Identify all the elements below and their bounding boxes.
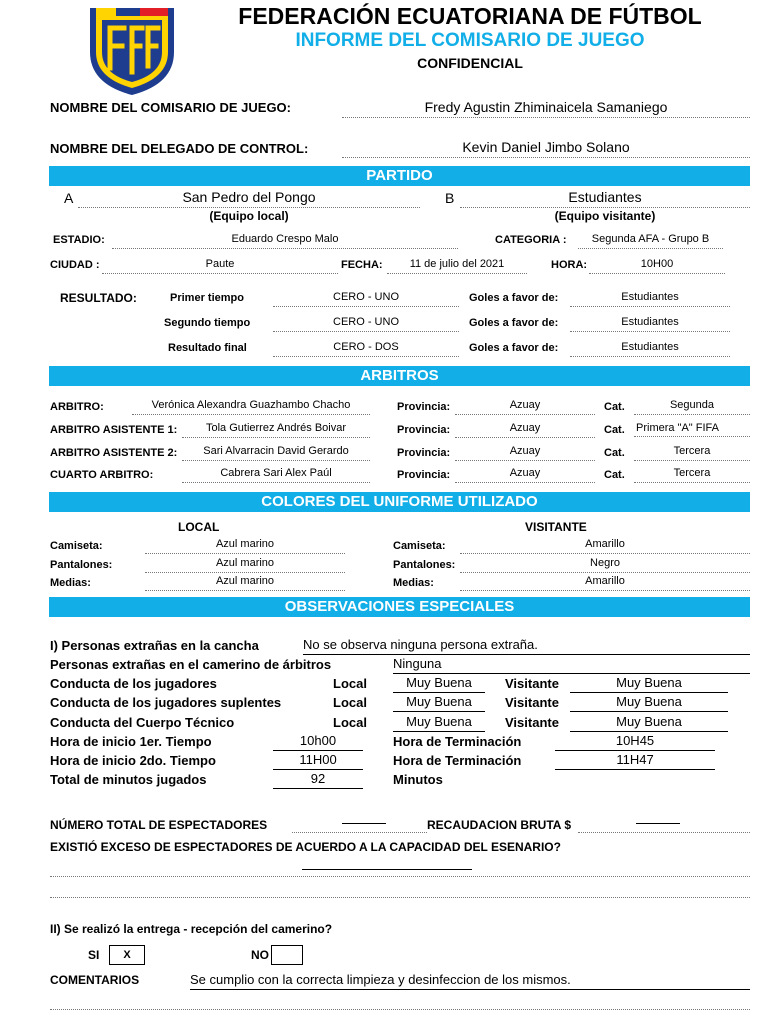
strangers-field-label: I) Personas extrañas en la cancha	[50, 638, 259, 653]
delegate-label: NOMBRE DEL DELEGADO DE CONTROL:	[50, 141, 309, 156]
comments-dotted-line	[50, 1009, 750, 1010]
result-label: RESULTADO:	[60, 291, 137, 305]
result-period: Resultado final	[168, 342, 247, 354]
document-title: FEDERACIÓN ECUATORIANA DE FÚTBOL	[238, 3, 702, 29]
referee-name: Tola Gutierrez Andrés Boivar	[182, 422, 370, 438]
conduct-visitor-value: Muy Buena	[570, 714, 728, 732]
referee-role: ARBITRO:	[50, 401, 104, 413]
fef-logo	[88, 6, 176, 96]
second-half-end-label: Hora de Terminación	[393, 753, 522, 768]
conduct-label: Conducta del Cuerpo Técnico	[50, 715, 235, 730]
referee-province: Azuay	[455, 422, 595, 438]
excess-dotted-line-2	[50, 897, 750, 898]
province-label: Provincia:	[397, 401, 451, 413]
conduct-visitor-label: Visitante	[505, 695, 559, 710]
spectators-dotted-line	[292, 832, 427, 833]
no-checkbox[interactable]	[271, 945, 303, 965]
second-half-label: Hora de inicio 2do. Tiempo	[50, 753, 216, 768]
uniform-item: Camiseta:	[393, 540, 446, 552]
revenue-label: RECAUDACION BRUTA $	[427, 818, 571, 832]
fef-crest-icon	[88, 6, 176, 96]
province-label: Provincia:	[397, 469, 451, 481]
conduct-local-value: Muy Buena	[393, 714, 485, 732]
conduct-visitor-label: Visitante	[505, 715, 559, 730]
stadium-label: ESTADIO:	[53, 234, 105, 246]
referee-category: Tercera	[634, 467, 750, 483]
commissioner-label: NOMBRE DEL COMISARIO DE JUEGO:	[50, 100, 292, 115]
cat-label: Cat.	[604, 401, 625, 413]
result-favor: Estudiantes	[570, 291, 730, 307]
category-value: Segunda AFA - Grupo B	[578, 233, 723, 249]
conduct-label: Conducta de los jugadores suplentes	[50, 695, 282, 710]
referee-name: Verónica Alexandra Guazhambo Chacho	[132, 399, 370, 415]
first-half-end-label: Hora de Terminación	[393, 734, 522, 749]
time-label: HORA:	[551, 259, 588, 271]
team-a-letter: A	[64, 190, 74, 206]
uniform-color: Amarillo	[460, 538, 750, 554]
province-label: Provincia:	[397, 424, 451, 436]
time-value: 10H00	[589, 258, 725, 274]
cat-label: Cat.	[604, 447, 625, 459]
referee-role: ARBITRO ASISTENTE 1:	[50, 424, 178, 436]
uniform-item: Pantalones:	[50, 559, 113, 571]
dressing-room-question: II) Se realizó la entrega - recepción del camerino?	[50, 922, 333, 936]
conduct-local-label: Local	[333, 676, 367, 691]
referee-province: Azuay	[455, 399, 595, 415]
yes-label: SI	[88, 948, 100, 962]
commissioner-name: Fredy Agustin Zhiminaicela Samaniego	[342, 99, 750, 118]
minutes-unit: Minutos	[393, 772, 443, 787]
strangers-field-value: No se observa ninguna persona extraña.	[303, 637, 750, 655]
comments-label: COMENTARIOS	[50, 973, 140, 987]
team-b-role: (Equipo visitante)	[554, 209, 656, 223]
referee-name: Cabrera Sari Alex Paúl	[182, 467, 370, 483]
first-half-start: 10h00	[273, 733, 363, 751]
team-a-role: (Equipo local)	[209, 209, 289, 223]
no-label: NO	[251, 948, 269, 962]
uniform-local-label: LOCAL	[178, 520, 220, 534]
category-label: CATEGORIA :	[495, 234, 567, 246]
result-score: CERO - DOS	[273, 341, 459, 357]
uniform-color: Azul marino	[145, 557, 345, 573]
result-favor: Estudiantes	[570, 341, 730, 357]
total-minutes-label: Total de minutos jugados	[50, 772, 207, 787]
conduct-visitor-value: Muy Buena	[570, 675, 728, 693]
comments-value: Se cumplio con la correcta limpieza y desinfeccion de los mismos.	[190, 972, 750, 990]
conduct-local-label: Local	[333, 695, 367, 710]
first-half-end: 10H45	[555, 733, 715, 751]
uniform-color: Azul marino	[145, 575, 345, 591]
team-b-letter: B	[445, 190, 455, 206]
referee-province: Azuay	[455, 445, 595, 461]
referee-role: CUARTO ARBITRO:	[50, 469, 154, 481]
revenue-dotted-line	[578, 832, 750, 833]
result-period: Segundo tiempo	[164, 317, 251, 329]
result-score: CERO - UNO	[273, 291, 459, 307]
goals-label: Goles a favor de:	[469, 317, 559, 329]
uniform-color: Amarillo	[460, 575, 750, 591]
goals-label: Goles a favor de:	[469, 292, 559, 304]
partido-section-header: PARTIDO	[49, 166, 750, 186]
second-half-start: 11H00	[273, 752, 363, 770]
referee-role: ARBITRO ASISTENTE 2:	[50, 447, 178, 459]
referee-category: Primera "A" FIFA	[634, 422, 750, 437]
referee-name: Sari Alvarracin David Gerardo	[182, 445, 370, 461]
second-half-end: 11H47	[555, 752, 715, 770]
goals-label: Goles a favor de:	[469, 342, 559, 354]
uniform-item: Medias:	[393, 577, 434, 589]
uniform-color: Azul marino	[145, 538, 345, 554]
referee-category: Tercera	[634, 445, 750, 461]
cat-label: Cat.	[604, 469, 625, 481]
referee-province: Azuay	[455, 467, 595, 483]
uniform-visitor-label: VISITANTE	[525, 520, 587, 534]
strangers-room-label: Personas extrañas en el camerino de árbitros	[50, 657, 332, 672]
result-score: CERO - UNO	[273, 316, 459, 332]
date-value: 11 de julio del 2021	[387, 258, 527, 274]
cat-label: Cat.	[604, 424, 625, 436]
conduct-label: Conducta de los jugadores	[50, 676, 217, 691]
uniform-item: Medias:	[50, 577, 91, 589]
spectators-value-line	[342, 823, 386, 824]
conduct-visitor-value: Muy Buena	[570, 694, 728, 712]
yes-checkbox[interactable]: X	[109, 945, 145, 965]
delegate-name: Kevin Daniel Jimbo Solano	[342, 139, 750, 158]
conduct-local-value: Muy Buena	[393, 694, 485, 712]
spectators-label: NÚMERO TOTAL DE ESPECTADORES	[50, 818, 268, 832]
strangers-room-value: Ninguna	[393, 656, 750, 674]
excess-question: EXISTIÓ EXCESO DE ESPECTADORES DE ACUERDO A LA CAPACIDAD DEL ESENARIO?	[50, 840, 561, 854]
city-value: Paute	[102, 258, 338, 274]
uniform-section-header: COLORES DEL UNIFORME UTILIZADO	[49, 492, 750, 512]
conduct-local-value: Muy Buena	[393, 675, 485, 693]
result-period: Primer tiempo	[170, 292, 244, 304]
total-minutes-value: 92	[273, 771, 363, 789]
uniform-item: Pantalones:	[393, 559, 456, 571]
province-label: Provincia:	[397, 447, 451, 459]
excess-dotted-line-1	[50, 876, 750, 877]
result-favor: Estudiantes	[570, 316, 730, 332]
excess-answer-line	[302, 869, 472, 870]
first-half-label: Hora de inicio 1er. Tiempo	[50, 734, 212, 749]
city-label: CIUDAD :	[50, 259, 100, 271]
date-label: FECHA:	[341, 259, 383, 271]
uniform-color: Negro	[460, 557, 750, 573]
document-subtitle: INFORME DEL COMISARIO DE JUEGO	[295, 30, 645, 51]
arbitros-section-header: ARBITROS	[49, 366, 750, 386]
observations-section-header: OBSERVACIONES ESPECIALES	[49, 597, 750, 617]
referee-category: Segunda	[634, 399, 750, 415]
uniform-item: Camiseta:	[50, 540, 103, 552]
team-b-name: Estudiantes	[460, 189, 750, 208]
team-a-name: San Pedro del Pongo	[78, 189, 420, 208]
conduct-local-label: Local	[333, 715, 367, 730]
confidential-label: CONFIDENCIAL	[417, 55, 523, 71]
stadium-value: Eduardo Crespo Malo	[112, 233, 458, 249]
revenue-value-line	[636, 823, 680, 824]
conduct-visitor-label: Visitante	[505, 676, 559, 691]
